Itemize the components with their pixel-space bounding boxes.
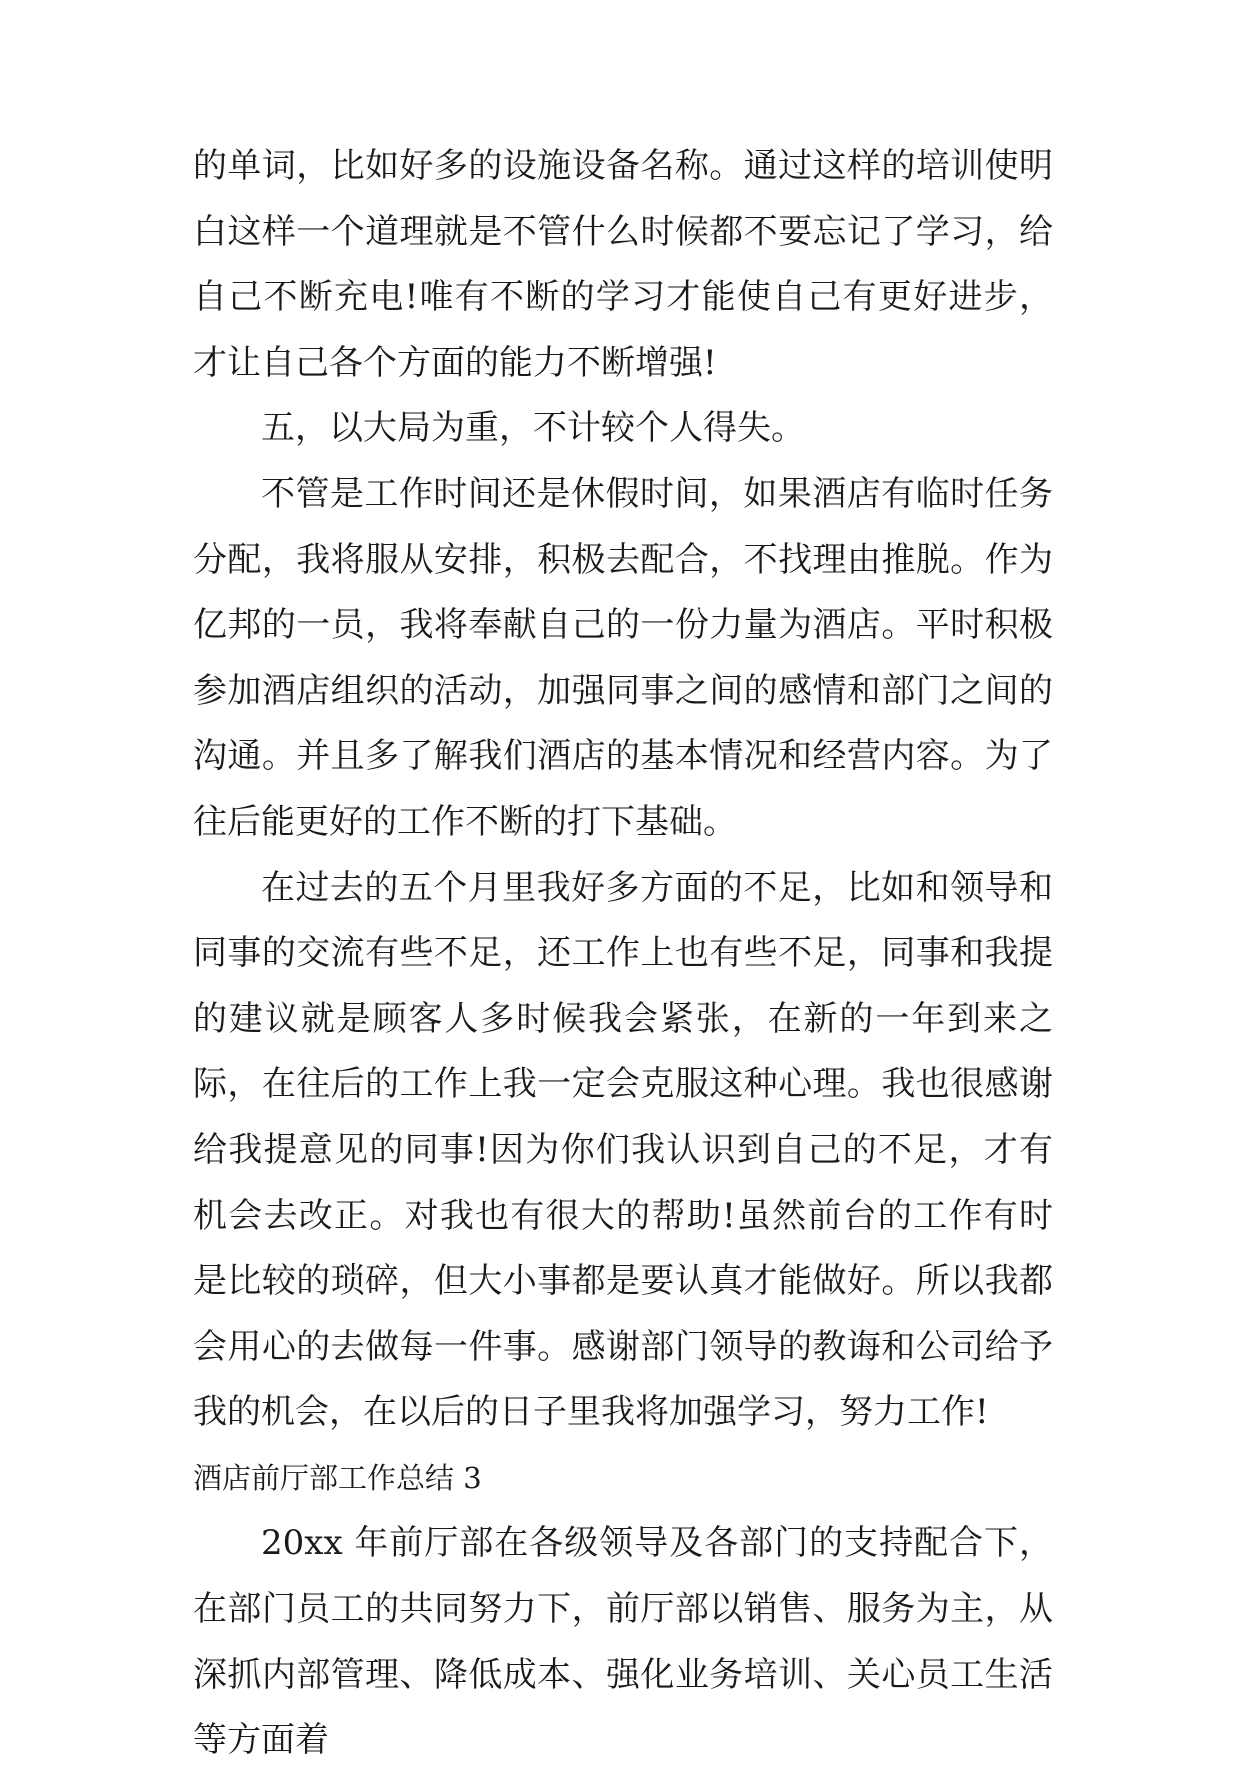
- document-body: [193, 134, 1053, 1774]
- paragraph-continuation: 的单词，比如好多的设施设备名称。通过这样的培训使明白这样一个道理就是不管什么时候都不要忘记了学习，给自己不断充电!唯有不断的学习才能使自己有更好进步，才让自己各个方面的能力不断增强!: [193, 146, 1053, 383]
- paragraph-summary-intro: 20xx 年前厅部在各级领导及各部门的支持配合下，在部门员工的共同努力下，前厅部以销售、服务为主，从深抓内部管理、降低成本、强化业务培训、关心员工生活等方面着: [193, 1523, 1053, 1761]
- section-five-heading: 五，以大局为重，不计较个人得失。: [261, 408, 805, 449]
- paragraph-teamwork: 不管是工作时间还是休假时间，如果酒店有临时任务分配，我将服从安排，积极去配合，不找理由推脱。作为亿邦的一员，我将奉献自己的一份力量为酒店。平时积极参加酒店组织的活动，加强同事之间的感情和部门之间的沟通。并且多了解我们酒店的基本情况和经营内容。为了往后能更好的工作不断的打下基础。: [193, 473, 1053, 842]
- paragraph-shortcomings: 在过去的五个月里我好多方面的不足，比如和领导和同事的交流有些不足，还工作上也有些不足，同事和我提的建议就是顾客人多时候我会紧张，在新的一年到来之际，在往后的工作上我一定会克服这种心理。我也很感谢给我提意见的同事!因为你们我认识到自己的不足，才有机会去改正。对我也有很大的帮助!虽然前台的工作有时是比较的琐碎，但大小事都是要认真才能做好。所以我都会用心的去做每一件事。感谢部门领导的教诲和公司给予我的机会，在以后的日子里我将加强学习，努力工作!: [193, 867, 1053, 1433]
- section-title: 酒店前厅部工作总结 3: [193, 1460, 482, 1495]
